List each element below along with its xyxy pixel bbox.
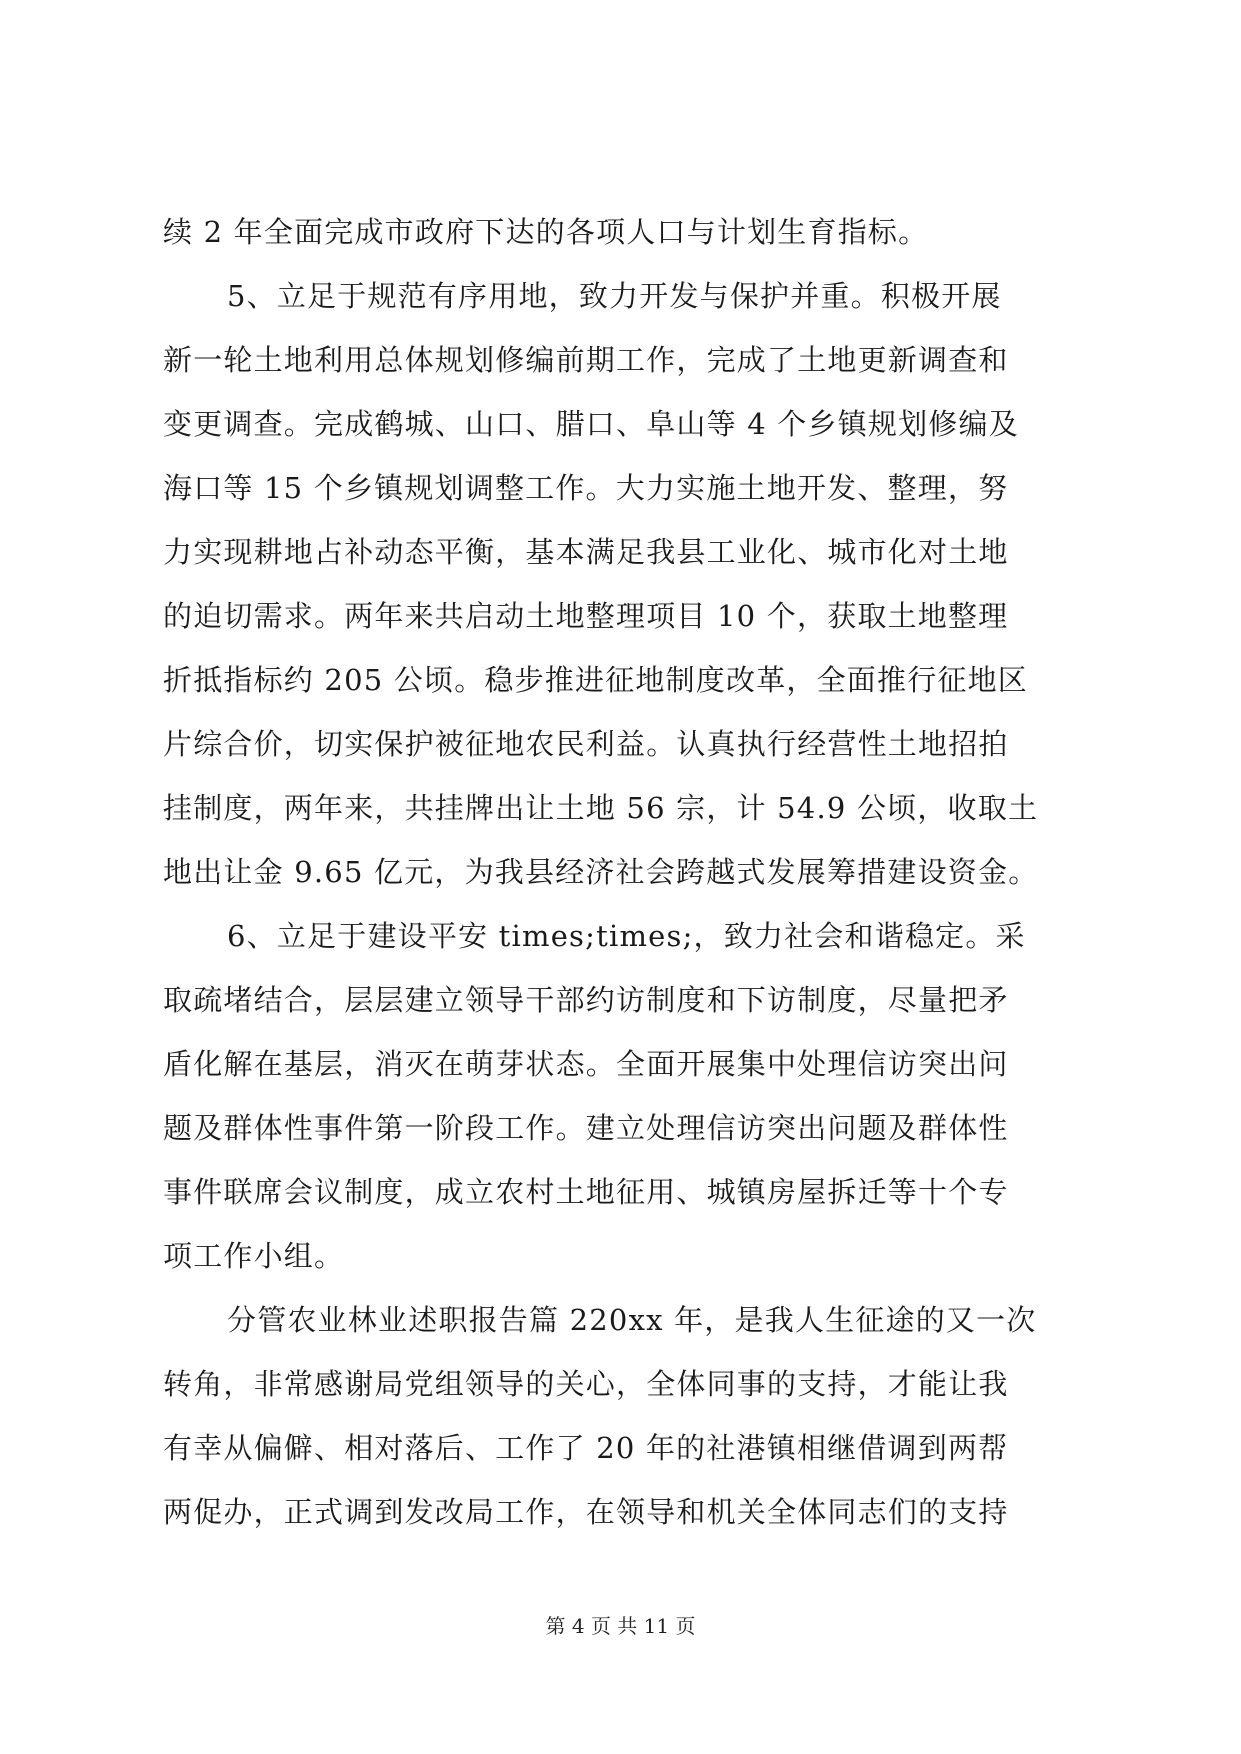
text-line-4: 变更调查。完成鹤城、山口、腊口、阜山等 4 个乡镇规划修编及 — [163, 407, 1019, 441]
text-line-7: 的迫切需求。两年来共启动土地整理项目 10 个，获取土地整理 — [163, 599, 1009, 633]
text-line-15: 题及群体性事件第一阶段工作。建立处理信访突出问题及群体性 — [163, 1111, 1009, 1145]
text-line-20: 有幸从偏僻、相对落后、工作了 20 年的社港镇相继借调到两帮 — [163, 1431, 1009, 1465]
text-line-19: 转角，非常感谢局党组领导的关心，全体同事的支持，才能让我 — [163, 1367, 1009, 1401]
text-line-14: 盾化解在基层，消灭在萌芽状态。全面开展集中处理信访突出问 — [163, 1047, 1009, 1081]
text-line-9: 片综合价，切实保护被征地农民利益。认真执行经营性土地招拍 — [163, 727, 1009, 761]
text-line-17: 项工作小组。 — [163, 1239, 345, 1273]
text-line-3: 新一轮土地利用总体规划修编前期工作，完成了土地更新调查和 — [163, 343, 1009, 377]
text-line-1: 续 2 年全面完成市政府下达的各项人口与计划生育指标。 — [163, 215, 929, 249]
text-line-12: 6、立足于建设平安 times;times;，致力社会和谐稳定。采 — [227, 919, 1026, 953]
text-line-2: 5、立足于规范有序用地，致力开发与保护并重。积极开展 — [227, 279, 1002, 313]
text-line-8: 折抵指标约 205 公顷。稳步推进征地制度改革，全面推行征地区 — [163, 663, 1028, 697]
text-line-18: 分管农业林业述职报告篇 220xx 年，是我人生征途的又一次 — [227, 1303, 1037, 1337]
text-line-6: 力实现耕地占补动态平衡，基本满足我县工业化、城市化对土地 — [163, 535, 1009, 569]
text-line-5: 海口等 15 个乡镇规划调整工作。大力实施土地开发、整理，努 — [163, 471, 1009, 505]
page-number-footer: 第 4 页 共 11 页 — [545, 1614, 696, 1638]
text-line-10: 挂制度，两年来，共挂牌出让土地 56 宗，计 54.9 公顷，收取土 — [163, 791, 1039, 825]
text-line-11: 地出让金 9.65 亿元，为我县经济社会跨越式发展筹措建设资金。 — [163, 855, 1039, 889]
text-line-21: 两促办，正式调到发改局工作，在领导和机关全体同志们的支持 — [163, 1495, 1009, 1529]
text-line-13: 取疏堵结合，层层建立领导干部约访制度和下访制度，尽量把矛 — [163, 983, 1009, 1017]
text-line-16: 事件联席会议制度，成立农村土地征用、城镇房屋拆迁等十个专 — [163, 1175, 1009, 1209]
document-body — [163, 200, 1083, 1544]
